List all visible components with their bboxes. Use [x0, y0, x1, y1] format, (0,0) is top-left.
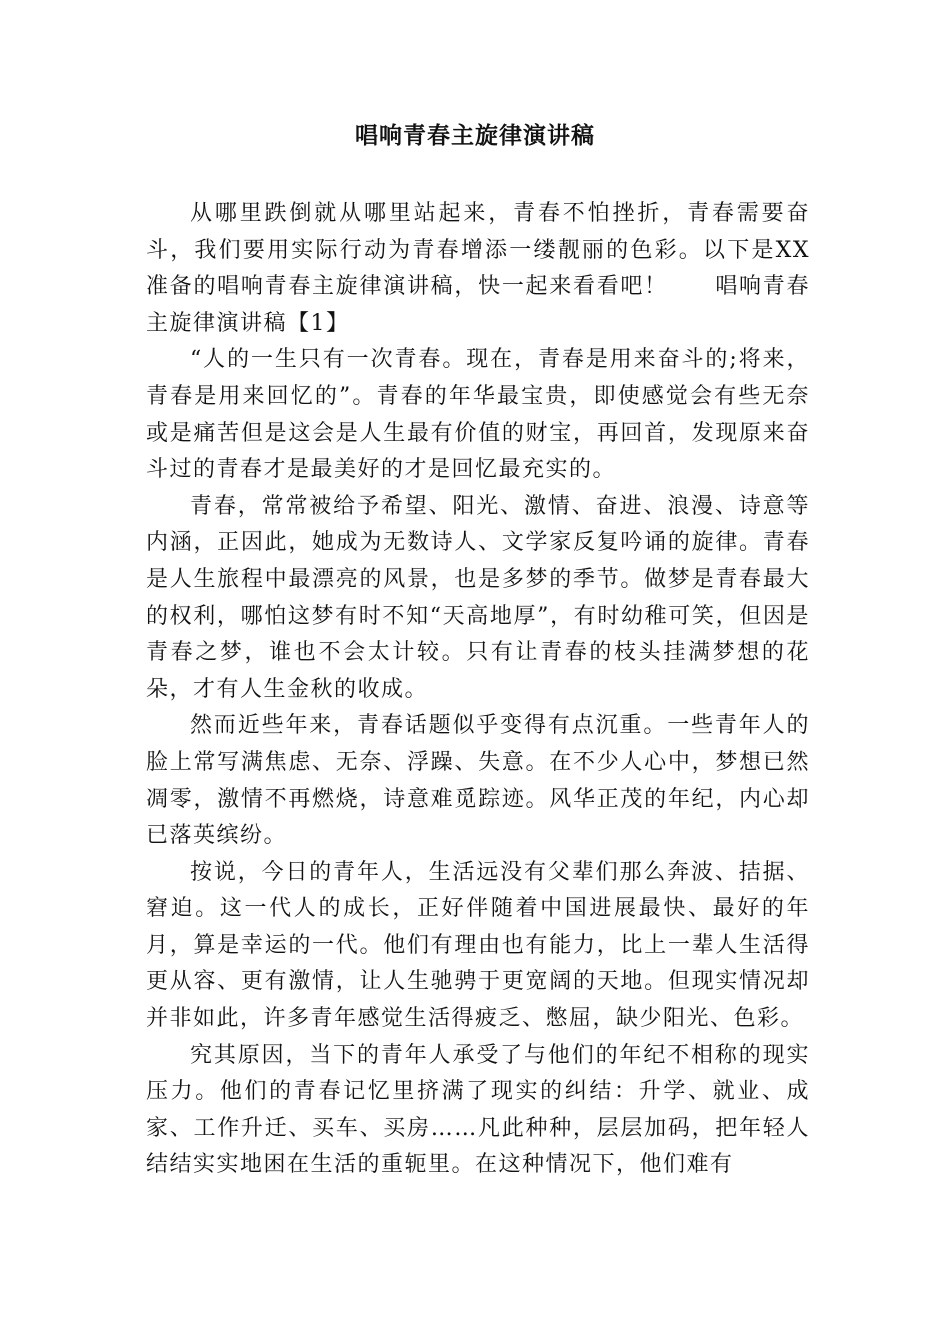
document-title: 唱响青春主旋律演讲稿 — [355, 122, 595, 149]
paragraph-4: 按说，今日的青年人，生活远没有父辈们那么奔波、拮据、窘迫。这一代人的成长，正好伴随着中国进展最快、最好的年月，算是幸运的一代。他们有理由也有能力，比上一辈人生活得更从容、更有激情，让人生驰骋于更宽阔的天地。但现实情况却并非如此，许多青年感觉生活得疲乏、憋屈，缺少阳光、色彩。 — [146, 859, 810, 1032]
paragraph-intro: 从哪里跌倒就从哪里站起来，青春不怕挫折，青春需要奋斗，我们要用实际行动为青春增添一缕靓丽的色彩。以下是XX准备的唱响青春主旋律演讲稿，快一起来看看吧！ 唱响青春主旋律演讲稿【1】 — [146, 201, 810, 336]
paragraph-1: “人的一生只有一次青春。现在，青春是用来奋斗的;将来，青春是用来回忆的”。青春的年华最宝贵，即使感觉会有些无奈或是痛苦但是这会是人生最有价值的财宝，再回首，发现原来奋斗过的青春才是最美好的才是回忆最充实的。 — [146, 347, 810, 483]
document-body — [146, 196, 810, 1184]
paragraph-2: 青春，常常被给予希望、阳光、激情、奋进、浪漫、诗意等内涵，正因此，她成为无数诗人、文学家反复吟诵的旋律。青春是人生旅程中最漂亮的风景，也是多梦的季节。做梦是青春最大的权利，哪怕这梦有时不知“天高地厚”，有时幼稚可笑，但因是青春之梦，谁也不会太计较。只有让青春的枝头挂满梦想的花朵，才有人生金秋的收成。 — [146, 493, 810, 702]
paragraph-5: 究其原因，当下的青年人承受了与他们的年纪不相称的现实压力。他们的青春记忆里挤满了现实的纠结：升学、就业、成家、工作升迁、买车、买房……凡此种种，层层加码，把年轻人结结实实地困在生活的重轭里。在这种情况下，他们难有 — [146, 1042, 810, 1178]
paragraph-3: 然而近些年来，青春话题似乎变得有点沉重。一些青年人的脸上常写满焦虑、无奈、浮躁、失意。在不少人心中，梦想已然凋零，激情不再燃烧，诗意难觅踪迹。风华正茂的年纪，内心却已落英缤纷。 — [146, 713, 810, 849]
